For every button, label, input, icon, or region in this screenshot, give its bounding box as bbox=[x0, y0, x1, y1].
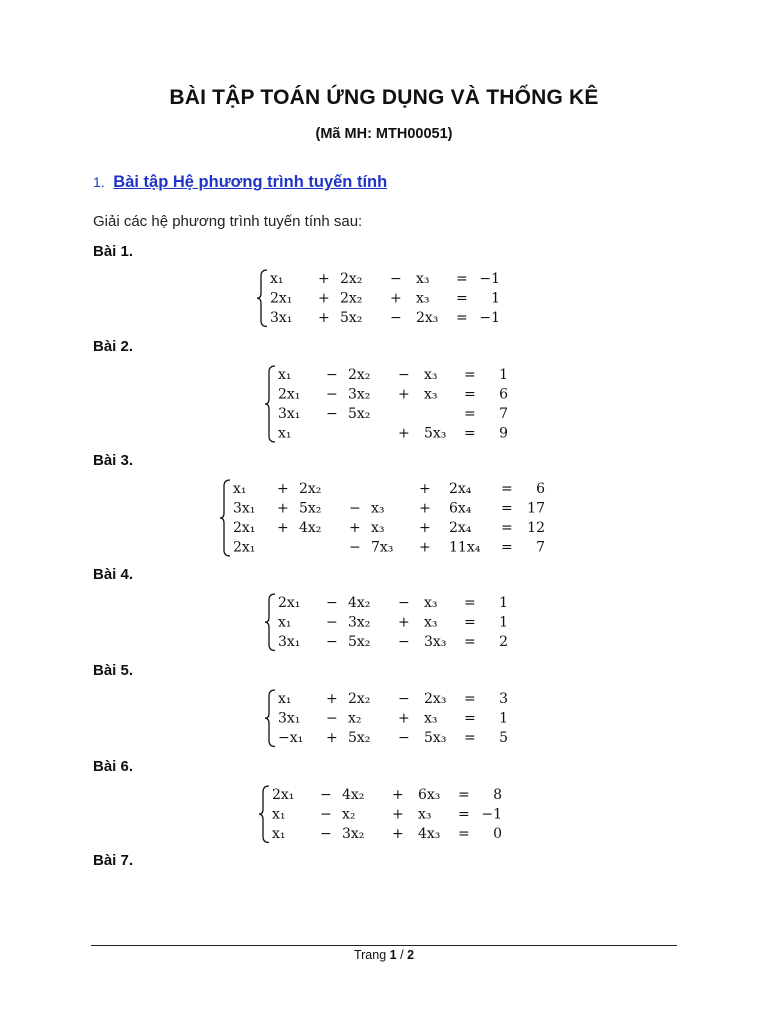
equation-term: 6x₃ bbox=[418, 787, 441, 803]
equation-term: 3x₁ bbox=[270, 310, 293, 326]
equation-rhs: 1 bbox=[499, 595, 508, 611]
equation-system bbox=[260, 784, 510, 845]
problem-label: Bài 2. bbox=[93, 338, 134, 355]
equation-system-svg bbox=[266, 364, 516, 444]
equation-rhs: 9 bbox=[499, 425, 508, 442]
equation-rhs: −1 bbox=[481, 806, 502, 823]
equation-operator: + bbox=[398, 386, 410, 403]
section-number: 1. bbox=[93, 174, 105, 190]
equals-sign: = bbox=[464, 730, 476, 746]
equation-operator: − bbox=[398, 730, 410, 746]
equation-rhs: 7 bbox=[499, 406, 508, 422]
equation-operator: + bbox=[277, 500, 289, 517]
equation-term: 3x₂ bbox=[348, 386, 371, 403]
equation-term: x₁ bbox=[278, 425, 292, 442]
equation-rhs: 1 bbox=[499, 367, 508, 383]
problem-label: Bài 1. bbox=[93, 243, 134, 260]
equation-rhs: 6 bbox=[499, 386, 508, 403]
current-page: 1 bbox=[389, 948, 397, 962]
equation-operator: − bbox=[349, 500, 361, 517]
equals-sign: = bbox=[464, 691, 476, 707]
equation-term: 2x₂ bbox=[348, 691, 371, 707]
equation-operator: + bbox=[398, 614, 410, 631]
equation-operator: + bbox=[392, 787, 404, 803]
equals-sign: = bbox=[501, 539, 513, 556]
equation-operator: − bbox=[326, 634, 338, 650]
equation-term: x₃ bbox=[424, 614, 438, 631]
equation-term: 7x₃ bbox=[371, 539, 394, 556]
equation-term: 2x₃ bbox=[424, 691, 447, 707]
equation-system bbox=[266, 592, 516, 653]
equation-term: x₁ bbox=[278, 367, 292, 383]
equation-operator: + bbox=[392, 806, 404, 823]
equation-system bbox=[258, 268, 508, 329]
left-brace bbox=[257, 270, 267, 327]
section-intro: Giải các hệ phương trình tuyến tính sau: bbox=[93, 213, 363, 230]
equation-operator: − bbox=[326, 710, 338, 727]
equation-system bbox=[266, 364, 516, 444]
equation-operator: − bbox=[320, 826, 332, 842]
equation-operator: − bbox=[349, 539, 361, 556]
equation-rhs: 17 bbox=[527, 500, 545, 517]
equation-term: 4x₂ bbox=[299, 520, 322, 536]
equation-term: x₂ bbox=[342, 806, 356, 823]
equation-operator: + bbox=[349, 520, 361, 536]
equals-sign: = bbox=[456, 290, 468, 307]
equation-rhs: 1 bbox=[491, 290, 500, 307]
equation-term: 4x₃ bbox=[418, 826, 441, 842]
equation-term: 2x₄ bbox=[449, 481, 472, 497]
course-code: (Mã MH: MTH00051) bbox=[315, 126, 453, 142]
equation-rhs: 0 bbox=[493, 826, 502, 842]
equation-rhs: 1 bbox=[499, 710, 508, 727]
left-brace bbox=[265, 690, 275, 747]
footer-divider bbox=[91, 945, 677, 946]
equation-operator: + bbox=[390, 290, 402, 307]
equation-term: 4x₂ bbox=[348, 595, 371, 611]
equation-term: 2x₂ bbox=[340, 271, 363, 287]
equals-sign: = bbox=[464, 406, 476, 422]
problem-label: Bài 7. bbox=[93, 852, 134, 869]
equation-operator: − bbox=[326, 614, 338, 631]
equation-operator: − bbox=[390, 310, 402, 326]
equation-rhs: 1 bbox=[499, 614, 508, 631]
equation-operator: + bbox=[419, 481, 431, 497]
equation-rhs: 12 bbox=[527, 520, 545, 536]
equals-sign: = bbox=[458, 826, 470, 842]
equation-term: 2x₁ bbox=[270, 290, 293, 307]
equation-term: 3x₁ bbox=[233, 500, 256, 517]
problem-label: Bài 4. bbox=[93, 566, 134, 583]
equation-term: 3x₁ bbox=[278, 634, 301, 650]
equals-sign: = bbox=[464, 425, 476, 442]
equation-operator: + bbox=[318, 290, 330, 307]
equation-system-svg bbox=[266, 592, 516, 653]
equation-term: 2x₂ bbox=[299, 481, 322, 497]
equation-operator: + bbox=[398, 425, 410, 442]
equation-operator: − bbox=[398, 634, 410, 650]
equation-rhs: 5 bbox=[499, 730, 508, 746]
equals-sign: = bbox=[458, 806, 470, 823]
equation-system-svg bbox=[221, 478, 561, 558]
equals-sign: = bbox=[464, 634, 476, 650]
equation-term: 6x₄ bbox=[449, 500, 472, 517]
equation-system bbox=[266, 688, 516, 749]
equation-operator: + bbox=[277, 481, 289, 497]
left-brace bbox=[265, 366, 275, 442]
equation-term: 2x₁ bbox=[278, 386, 301, 403]
equation-operator: − bbox=[398, 367, 410, 383]
equation-rhs: 2 bbox=[499, 634, 508, 650]
equation-system-svg bbox=[258, 268, 508, 329]
page-footer bbox=[0, 948, 768, 962]
equation-system-svg bbox=[260, 784, 510, 845]
problem-label: Bài 5. bbox=[93, 662, 134, 679]
equals-sign: = bbox=[501, 500, 513, 517]
equation-term: x₃ bbox=[371, 500, 385, 517]
problem-label: Bài 3. bbox=[93, 452, 134, 469]
equation-term: 5x₃ bbox=[424, 730, 447, 746]
equation-operator: + bbox=[326, 730, 338, 746]
equation-term: 2x₄ bbox=[449, 520, 472, 536]
equation-system bbox=[221, 478, 561, 558]
equation-term: 2x₁ bbox=[233, 520, 256, 536]
equation-rhs: 7 bbox=[536, 539, 545, 556]
equation-term: 3x₃ bbox=[424, 634, 447, 650]
equals-sign: = bbox=[456, 310, 468, 326]
equation-term: x₁ bbox=[233, 481, 247, 497]
footer-separator: / bbox=[400, 948, 404, 962]
equation-term: x₁ bbox=[278, 691, 292, 707]
equation-term: 2x₃ bbox=[416, 310, 439, 326]
equation-term: x₁ bbox=[272, 826, 286, 842]
equation-operator: − bbox=[390, 271, 402, 287]
equals-sign: = bbox=[464, 614, 476, 631]
equation-operator: + bbox=[392, 826, 404, 842]
total-pages: 2 bbox=[407, 948, 415, 962]
equation-operator: − bbox=[326, 386, 338, 403]
equation-operator: + bbox=[419, 539, 431, 556]
equation-term: x₃ bbox=[416, 290, 430, 307]
equation-term: x₁ bbox=[278, 614, 292, 631]
equation-term: 5x₂ bbox=[348, 406, 371, 422]
equals-sign: = bbox=[464, 710, 476, 727]
equals-sign: = bbox=[501, 520, 513, 536]
equation-operator: − bbox=[326, 367, 338, 383]
equals-sign: = bbox=[464, 595, 476, 611]
equation-term: x₃ bbox=[424, 367, 438, 383]
equation-operator: − bbox=[320, 806, 332, 823]
equation-term: 4x₂ bbox=[342, 787, 365, 803]
equation-term: 5x₂ bbox=[348, 634, 371, 650]
left-brace bbox=[259, 786, 269, 843]
equation-operator: + bbox=[398, 710, 410, 727]
section-heading bbox=[93, 173, 387, 192]
equation-rhs: 8 bbox=[493, 787, 502, 803]
equation-operator: − bbox=[326, 595, 338, 611]
equation-operator: + bbox=[277, 520, 289, 536]
equation-term: 3x₂ bbox=[348, 614, 371, 631]
equation-operator: + bbox=[318, 271, 330, 287]
left-brace bbox=[220, 480, 230, 556]
equation-term: x₃ bbox=[416, 271, 430, 287]
equation-term: 3x₁ bbox=[278, 406, 301, 422]
equation-rhs: 6 bbox=[536, 481, 545, 497]
equation-term: 2x₂ bbox=[348, 367, 371, 383]
equation-term: 3x₂ bbox=[342, 826, 365, 842]
equation-rhs: −1 bbox=[479, 271, 500, 287]
equation-term: 5x₂ bbox=[299, 500, 322, 517]
equation-operator: + bbox=[419, 520, 431, 536]
equation-term: 3x₁ bbox=[278, 710, 301, 727]
equation-operator: − bbox=[326, 406, 338, 422]
equals-sign: = bbox=[501, 481, 513, 497]
equation-term: x₃ bbox=[371, 520, 385, 536]
equation-term: x₂ bbox=[348, 710, 362, 727]
equation-term: 5x₂ bbox=[348, 730, 371, 746]
footer-prefix: Trang bbox=[353, 948, 387, 962]
equation-term: x₃ bbox=[418, 806, 432, 823]
equals-sign: = bbox=[458, 787, 470, 803]
equation-term: 5x₂ bbox=[340, 310, 363, 326]
equation-term: 5x₃ bbox=[424, 425, 447, 442]
equation-operator: − bbox=[398, 691, 410, 707]
equation-operator: + bbox=[326, 691, 338, 707]
equation-term: x₁ bbox=[272, 806, 286, 823]
equation-term: 2x₁ bbox=[278, 595, 301, 611]
document-title: BÀI TẬP TOÁN ỨNG DỤNG VÀ THỐNG KÊ bbox=[169, 86, 599, 109]
equation-term: 2x₁ bbox=[272, 787, 295, 803]
equation-operator: + bbox=[419, 500, 431, 517]
equals-sign: = bbox=[456, 271, 468, 287]
equation-term: 11x₄ bbox=[449, 539, 481, 556]
equation-rhs: 3 bbox=[499, 691, 508, 707]
equation-system-svg bbox=[266, 688, 516, 749]
equation-term: x₃ bbox=[424, 386, 438, 403]
equation-term: −x₁ bbox=[278, 730, 304, 746]
equation-term: 2x₁ bbox=[233, 539, 256, 556]
left-brace bbox=[265, 594, 275, 651]
equation-rhs: −1 bbox=[479, 310, 500, 326]
equation-operator: − bbox=[320, 787, 332, 803]
equation-term: x₃ bbox=[424, 595, 438, 611]
equation-operator: − bbox=[398, 595, 410, 611]
equation-term: x₃ bbox=[424, 710, 438, 727]
equation-term: x₁ bbox=[270, 271, 284, 287]
section-title[interactable]: Bài tập Hệ phương trình tuyến tính bbox=[113, 173, 388, 191]
problem-label: Bài 6. bbox=[93, 758, 134, 775]
equation-operator: + bbox=[318, 310, 330, 326]
equation-term: 2x₂ bbox=[340, 290, 363, 307]
equals-sign: = bbox=[464, 386, 476, 403]
equals-sign: = bbox=[464, 367, 476, 383]
